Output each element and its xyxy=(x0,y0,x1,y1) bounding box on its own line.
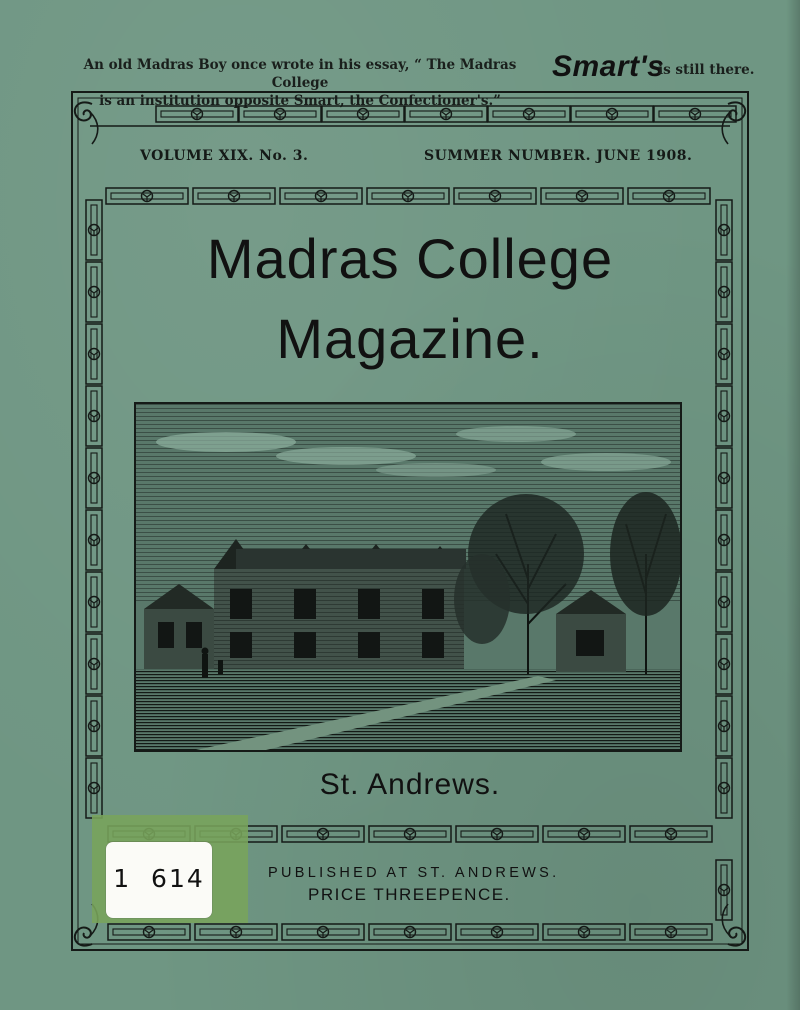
building-engraving-icon xyxy=(136,404,680,750)
top-border xyxy=(156,106,736,122)
building-engraving xyxy=(134,402,682,752)
library-label xyxy=(106,842,212,918)
brand-suffix: is still there. xyxy=(658,62,755,78)
issue-date: SUMMER NUMBER. JUNE 1908. xyxy=(424,148,693,164)
library-number: 1 614 xyxy=(113,864,205,893)
price-line: PRICE THREEPENCE. xyxy=(308,885,511,904)
left-border xyxy=(86,200,102,818)
quote-line-1: An old Madras Boy once wrote in his essay, “ The Madras College xyxy=(83,57,517,91)
quote-line-2: is an institution opposite Smart, the Confectioner's.” xyxy=(99,93,501,109)
bottom-border xyxy=(108,924,712,940)
volume-number: VOLUME XIX. No. 3. xyxy=(140,148,309,164)
place-name: St. Andrews. xyxy=(319,768,501,801)
smarts-brand: Smart's xyxy=(552,50,665,83)
upper-divider xyxy=(106,188,710,204)
magazine-title-line-1: Madras College xyxy=(206,227,614,290)
published-line: PUBLISHED AT ST. ANDREWS. xyxy=(268,865,560,881)
magazine-title-line-2: Magazine. xyxy=(276,307,544,370)
